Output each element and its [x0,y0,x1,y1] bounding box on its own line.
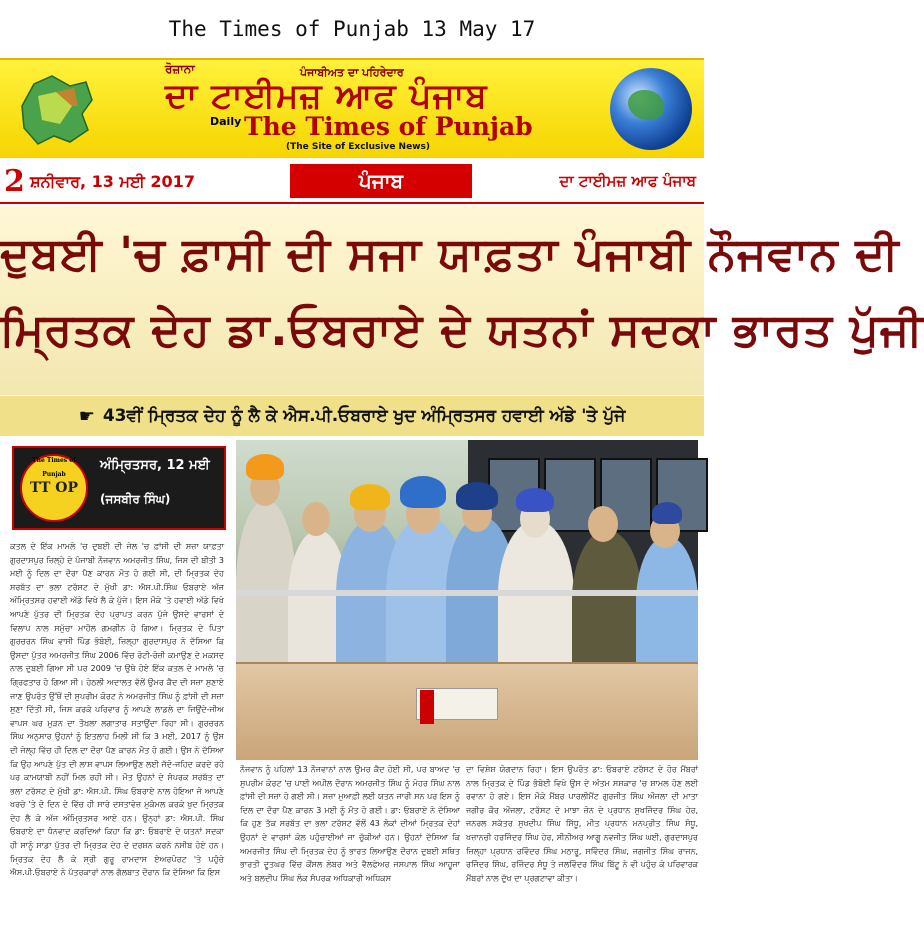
dateline-bar [0,158,704,204]
byline-place-date: ਅੰਮ੍ਰਿਤਸਰ, 12 ਮਈ [100,458,210,473]
section-label: ਪੰਜਾਬ [290,164,472,198]
masthead-title-english: The Times of Punjab [244,112,533,141]
paper-name: ਦਾ ਟਾਈਮਜ਼ ਆਫ ਪੰਜਾਬ [559,172,696,190]
subheadline [0,396,704,436]
photo-turban [400,476,446,508]
photo-turban [456,482,498,510]
masthead-daily-label: Daily [210,115,242,128]
times-of-punjab-seal [20,454,88,522]
headline-line-1: ਦੁਬਈ 'ਚ ਫ਼ਾਸੀ ਦੀ ਸਜਾ ਯਾਫ਼ਤਾ ਪੰਜਾਬੀ ਨੌਜਵਾਨ ਦੀ [0,227,900,280]
subheadline-text: 43ਵੀਂ ਮ੍ਰਿਤਕ ਦੇਹ ਨੂੰ ਲੈ ਕੇ ਐਸ.ਪੀ.ਓਬਰਾਏ ਖੁਦ ਅੰਮ੍ਰਿਤਸਰ ਹਵਾਈ ਅੱਡੇ 'ਤੇ ਪੁੱਜੇ [102,406,626,426]
masthead-slogan: ਪੰਜਾਬੀਅਤ ਦਾ ਪਹਿਰੇਦਾਰ [300,66,404,79]
article-column-1: ਕਤਲ ਦੇ ਇੱਕ ਮਾਮਲੇ 'ਚ ਦੁਬਈ ਦੀ ਜੇਲ 'ਚ ਫ਼ਾਂਸੀ ਦੀ ਸਜ਼ਾ ਯਾਫ਼ਤਾ ਗੁਰਦਾਸਪੁਰ ਜ਼ਿਲ੍ਹੇ ਦੇ ਪੰਜਾਬੀ ਨੌਜਵਾਨ ਅਮਰਜੀਤ ਸਿੰਘ, ਜਿਸ ਦੀ ਬੀਤੀ 3 ਮਈ ਨੂੰ ਦਿਲ ਦਾ ਦੌਰਾ ਪੈਣ ਕਾਰਨ ਮੌਤ ਹੋ ਗਈ ਸੀ, ਦੀ ਮ੍ਰਿਤਕ ਦੇਹ ਸਰਬੱਤ ਦਾ ਭਲਾ ਟਰੱਸਟ ਦੇ ਮੁੱਖੀ ਡਾ: ਐਸ.ਪੀ.ਸਿੰਘ ਓਬਰਾਏ ਅੱਜ ਅੰਮ੍ਰਿਤਸਰ ਹਵਾਈ ਅੱਡੇ ਵਿਖੇ ਲੈ ਕੇ ਪੁੱਜੇ। ਇਸ ਮੌਕੇ 'ਤੇ ਹਵਾਈ ਅੱਡੇ ਵਿਖੇ ਆਪਣੇ ਪੁੱਤਰ ਦੀ ਮ੍ਰਿਤਕ ਦੇਹ ਪ੍ਰਾਪਤ ਕਰਨ ਪੁੱਜੇ ਉਸਦੇ ਵਾਰਸਾਂ ਦੇ ਵਿਲਾਪ ਨਾਲ ਸਮੁੱਚਾ ਮਾਹੌਲ ਗਮਗੀਨ ਹੋ ਗਿਆ। ਮ੍ਰਿਤਕ ਦੇ ਪਿਤਾ ਗੁਰਚਰਨ ਸਿੰਘ ਵਾਸੀ ਪਿੰਡ ਭੰਬੋਈ, ਜ਼ਿਲ੍ਹਾ ਗੁਰਦਾਸਪੁਰ ਨੇ ਦੱਸਿਆ ਕਿ ਉਸਦਾ ਪੁੱਤਰ ਅਮਰਜੀਤ ਸਿੰਘ 2006 ਵਿੱਚ ਰੋਟੀ-ਰੋਜ਼ੀ ਕਮਾਉਣ ਦੇ ਮਕਸਦ ਨਾਲ ਦੁਬਈ ਗਿਆ ਸੀ ਪਰ 2009 'ਚ ਉਥੇ ਹੋਏ ਇੱਕ ਕਤਲ ਦੇ ਮਾਮਲੇ 'ਚ ਗ੍ਰਿਫਤਾਰ ਹੋ ਗਿਆ ਸੀ। ਹੇਠਲੀ ਅਦਾਲਤ ਵੱਲੋਂ ਉਮਰ ਕੈਦ ਦੀ ਸਜ਼ਾ ਸੁਣਾਏ ਜਾਣ ਉਪਰੰਤ ਉੱਥੋਂ ਦੀ ਸੁਪਰੀਮ ਕੋਰਟ ਨੇ ਅਮਰਜੀਤ ਸਿੰਘ ਨੂੰ ਫ਼ਾਂਸੀ ਦੀ ਸਜ਼ਾ ਸੁਣਾ ਦਿੱਤੀ ਸੀ, ਜਿਸ ਕਰਕੇ ਪਰਿਵਾਰ ਨੂੰ ਆਪਣੇ ਲਾਡਲੇ ਦਾ ਜਿਉਂਦੇ-ਜੀਅ ਵਾਪਸ ਘਰ ਮੁੜਨ ਦਾ ਤੌਖ਼ਲਾ ਲਗਾਤਾਰ ਸਤਾਉਂਦਾ ਰਿਹਾ ਸੀ। ਗੁਰਚਰਨ ਸਿੰਘ ਅਨੁਸਾਰ ਉਹਨਾਂ ਨੂੰ ਇਤਲਾਹ ਮਿਲੀ ਸੀ ਕਿ 3 ਮਈ, 2017 ਨੂੰ ਉਸ ਦੀ ਜੇਲ੍ਹ ਵਿੱਚ ਹੀ ਦਿਲ ਦਾ ਦੌਰਾ ਪੈਣ ਕਾਰਨ ਮੌਤ ਹੋ ਗਈ। ਉਸ ਨੇ ਦੱਸਿਆ ਕਿ ਉਹ ਆਪਣੇ ਪੁੱਤ ਦੀ ਲਾਸ਼ ਵਾਪਸ ਲਿਆਉਣ ਲਈ ਜੱਦੋ-ਜਹਿਦ ਕਰਦੇ ਰਹੇ ਪਰ ਕਾਮਯਾਬੀ ਨਹੀਂ ਮਿਲ ਰਹੀ ਸੀ। ਮੌਤ ਉਹਨਾਂ ਦੇ ਸੰਪਰਕ ਸਰਬੱਤ ਦਾ ਭਲਾ ਟਰੱਸਟ ਦੇ ਮੁੱਖੀ ਡਾ: ਐਸ.ਪੀ. ਸਿੰਘ ਓਬਰਾਏ ਨਾਲ ਹੋਇਆ ਜੋ ਆਪਣੇ ਖਰਚੇ 'ਤੇ ਦੋ ਦਿਨ ਦੇ ਵਿੱਚ ਹੀ ਸਾਰੇ ਦਸਤਾਵੇਜ਼ ਮੁਕੰਮਲ ਕਰਕੇ ਖੁਦ ਮ੍ਰਿਤਕ ਦੇਹ ਲੈ ਕੇ ਅੱਜ ਅੰਮ੍ਰਿਤਸਰ ਆਏ ਹਨ। ਉਨ੍ਹਾਂ ਡਾ: ਐਸ.ਪੀ. ਸਿੰਘ ਓਬਰਾਏ ਦਾ ਧੰਨਵਾਦ ਕਰਦਿਆਂ ਕਿਹਾ ਕਿ ਡਾ: ਓਬਰਾਏ ਦੇ ਯਤਨਾਂ ਸਦਕਾ ਹੀ ਸਾਨੂੰ ਸਾਡਾ ਪੁੱਤਰ ਦੀ ਮ੍ਰਿਤਕ ਦੇਹ ਦੇ ਦਰਸ਼ਨ ਕਰਨੇ ਨਸੀਬ ਹੋਏ ਹਨ। ਮ੍ਰਿਤਕ ਦੇਹ ਲੈ ਕੇ ਸ੍ਰੀ ਗੁਰੂ ਰਾਮਦਾਸ ਏਅਰਪੋਰਟ 'ਤੇ ਪਹੁੰਚੇ ਐਸ.ਪੀ.ਓਬਰਾਏ ਨੇ ਪੱਤਰਕਾਰਾਂ ਨਾਲ ਗੱਲਬਾਤ ਦੌਰਾਨ ਕਿ ਦੱਸਿਆ ਕਿ ਇਸ [10,542,224,878]
photo-coffin-box [236,662,698,760]
masthead-daily-tag: ਰੋਜ਼ਾਨਾ [165,62,195,76]
seal-monogram: TT OP [30,480,78,496]
masthead [0,58,704,160]
photo-turban [246,454,284,480]
page-number: 2 [4,164,25,199]
punjab-map-icon [12,66,98,152]
photo-person [236,500,296,670]
photo-turban [350,484,390,510]
photo-turban [516,488,554,512]
news-photo [236,440,698,758]
byline-reporter: (ਜਸਬੀਰ ਸਿੰਘ) [100,492,171,506]
photo-person-head [588,506,618,542]
left-column [0,436,232,949]
globe-icon [610,68,692,150]
photo-person [636,536,698,670]
photo-person [572,530,642,670]
pointing-hand-icon: ☛ [78,405,95,427]
top-caption: The Times of Punjab 13 May 17 [168,17,536,41]
headline-line-2: ਮ੍ਰਿਤਕ ਦੇਹ ਡਾ.ਓਬਰਾਏ ਦੇ ਯਤਨਾਂ ਸਦਕਾ ਭਾਰਤ ਪੁੱਜੀ [0,303,924,356]
byline-logo-box [12,446,226,530]
masthead-title-punjabi: ਦਾ ਟਾਈਮਜ਼ ਆਫ ਪੰਜਾਬ [165,76,488,116]
coffin-red-tag [420,690,434,724]
photo-person-head [302,502,330,536]
article-column-2: ਨੌਜਵਾਨ ਨੂੰ ਪਹਿਲਾਂ 13 ਨੌਜਵਾਨਾਂ ਨਾਲ ਉਮਰ ਕੈਦ ਹੋਈ ਸੀ, ਪਰ ਬਾਅਦ 'ਚ ਸੁਪਰੀਮ ਕੋਰਟ 'ਚ ਪਾਈ ਅਪੀਲ ਦੌਰਾਨ ਅਮਰਜੀਤ ਸਿੰਘ ਨੂੰ ਮੋਹਰ ਸਿੰਘ ਨਾਲ ਫ਼ਾਂਸੀ ਦੀ ਸਜ਼ਾ ਹੋ ਗਈ ਸੀ। ਸਜ਼ਾ ਮੁਆਫ਼ੀ ਲਈ ਯਤਨ ਜਾਰੀ ਸਨ ਪਰ ਇਸ ਨੂੰ ਦਿਲ ਦਾ ਦੌਰਾ ਪੈਣ ਕਾਰਨ 3 ਮਈ ਨੂੰ ਮੌਤ ਹੋ ਗਈ। ਡਾ: ਓਬਰਾਏ ਨੇ ਦੱਸਿਆ ਕਿ ਹੁਣ ਤੱਕ ਸਰਬੱਤ ਦਾ ਭਲਾ ਟਰੱਸਟ ਵੱਲੋਂ 43 ਲੋਕਾਂ ਦੀਆਂ ਮ੍ਰਿਤਕ ਦੇਹਾਂ ਉਹਨਾਂ ਦੇ ਵਾਰਸਾਂ ਕੋਲ ਪਹੁੰਚਾਈਆਂ ਜਾ ਚੁੱਕੀਆਂ ਹਨ। ਉਹਨਾਂ ਦੱਸਿਆ ਕਿ ਅਮਰਜੀਤ ਸਿੰਘ ਦੀ ਮ੍ਰਿਤਕ ਦੇਹ ਨੂੰ ਭਾਰਤ ਲਿਆਉਣ ਦੌਰਾਨ ਦੁਬਈ ਸਥਿਤ ਭਾਰਤੀ ਦੂਤਘਰ ਵਿੱਚ ਕੌਂਸਲ ਲੇਬਰ ਅਤੇ ਵੈਲਫੇਅਰ ਜਸਪਾਲ ਸਿੰਘ ਆਹੂਜਾ ਅਤੇ ਬਲਦੀਪ ਸਿੰਘ ਲੋਕ ਸੰਪਰਕ ਅਧਿਕਾਰੀ ਅਧਿਕਸ [240,765,460,883]
issue-date: ਸ਼ਨੀਵਾਰ, 13 ਮਈ 2017 [30,172,195,191]
seal-ring-text: The Times of Punjab [32,457,76,478]
article-column-3: ਦਾ ਵਿਸ਼ੇਸ਼ ਯੋਗਦਾਨ ਰਿਹਾ। ਇਸ ਉਪਰੰਤ ਡਾ: ਓਬਰਾਏ ਟਰੱਸਟ ਦੇ ਹੋਰ ਮੈਂਬਰਾਂ ਨਾਲ ਮ੍ਰਿਤਕ ਦੇ ਪਿੰਡ ਭੰਬੋਈ ਵਿਖੇ ਉਸ ਦੇ ਅੰਤਮ ਸਸਕਾਰ 'ਚ ਸ਼ਾਮਲ ਹੋਣ ਲਈ ਰਵਾਨਾ ਹੋ ਗਏ। ਇਸ ਮੌਕੇ ਮੈਂਬਰ ਪਾਰਲੀਮੈਂਟ ਗੁਰਜੀਤ ਸਿੰਘ ਔਜਲਾ ਦੀ ਮਾਤਾ ਜਗੀਰ ਕੌਰ ਔਜਲਾ, ਟਰੱਸਟ ਦੇ ਮਾਝਾ ਜ਼ੋਨ ਦੇ ਪ੍ਰਧਾਨ ਸੁਖਜਿੰਦਰ ਸਿੰਘ ਹੇਰ, ਜਨਰਲ ਸਕੱਤਰ ਸੁਖਦੀਪ ਸਿੰਘ ਸਿੱਧੂ, ਮੀਤ ਪ੍ਰਧਾਨ ਮਨਪ੍ਰੀਤ ਸਿੰਘ ਸੰਧੂ, ਖਜ਼ਾਨਚੀ ਹਰਜਿੰਦਰ ਸਿੰਘ ਹੇਰ, ਸੀਨੀਅਰ ਆਗੂ ਨਵਜੀਤ ਸਿੰਘ ਘਈ, ਗੁਰਦਾਸਪੁਰ ਜ਼ਿਲ੍ਹਾ ਪ੍ਰਧਾਨ ਰਵਿੰਦਰ ਸਿੰਘ ਮਠਾਰੂ, ਸਵਿੰਦਰ ਸਿੰਘ, ਜਗਜੀਤ ਸਿੰਘ ਰਾਜਨ, ਰਜਿੰਦਰ ਸਿੰਘ, ਰਜਿੰਦਰ ਸੰਧੂ ਤੇ ਜਲਵਿੰਦਰ ਸਿੰਘ ਬਿੱਟੂ ਨੇ ਵੀ ਪਹੁੰਚ ਕੇ ਪਰਿਵਾਰਕ ਮੈਂਬਰਾਂ ਨਾਲ ਦੁੱਖ ਦਾ ਪ੍ਰਗਟਾਵਾ ਕੀਤਾ। [466,765,698,883]
photo-turban [652,502,682,524]
masthead-subtitle: (The Site of Exclusive News) [286,142,430,152]
photo-railing [236,590,698,596]
headline-block [0,205,924,395]
